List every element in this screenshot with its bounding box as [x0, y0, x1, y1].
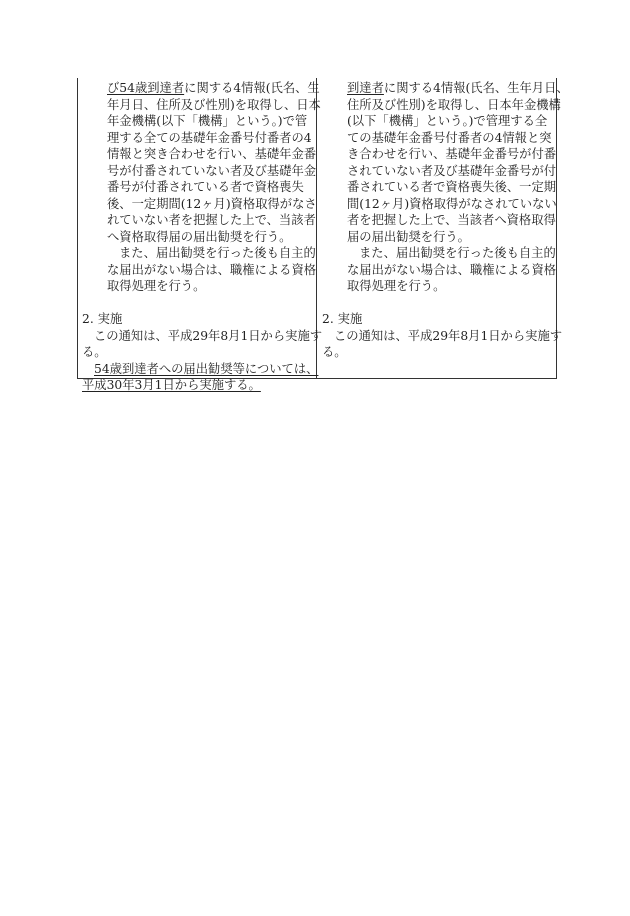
text-line [347, 229, 470, 245]
text-segment: 者を把握した上で、当該者へ資格取得 [347, 213, 556, 227]
text-line [107, 179, 304, 195]
text-line [94, 328, 322, 344]
text-segment: 理する全ての基礎年金番号付番者の4 [107, 130, 312, 145]
text-segment: れていない者を把握した上で、当該者 [107, 213, 316, 227]
text-line [359, 245, 556, 261]
text-segment: 2. 実施 [322, 312, 363, 326]
text-segment: へ資格取得届の届出勧奨を行う。 [107, 229, 292, 244]
text-segment: ての基礎年金番号付番者の4情報と突 [347, 130, 552, 145]
text-segment: 年金機構(以下「機構」という。)で管 [107, 114, 308, 128]
text-line [347, 262, 556, 278]
text-segment: る。 [322, 345, 347, 359]
text-line [119, 245, 316, 261]
text-segment: な届出がない場合は、職権による資格 [107, 262, 317, 277]
text-line [347, 97, 561, 113]
text-line [347, 80, 569, 96]
text-line [347, 212, 556, 228]
underlined-text: 54歳到達者への届出勧奨等については、 [94, 361, 319, 376]
text-line [347, 113, 547, 129]
text-line [107, 212, 316, 228]
text-segment: る。 [82, 345, 107, 359]
text-line [82, 311, 122, 327]
text-segment: 2. 実施 [82, 312, 123, 326]
text-segment: な届出がない場合は、職権による資格 [347, 262, 557, 277]
table-left-border [77, 78, 78, 378]
text-line [322, 344, 347, 360]
text-segment: 間(12ヶ月)資格取得がなされていない [347, 196, 557, 211]
text-line [107, 262, 316, 278]
text-line [107, 113, 307, 129]
text-line [107, 163, 316, 179]
text-segment: き合わせを行い、基礎年金番号が付番 [347, 147, 557, 161]
text-line [82, 377, 261, 393]
text-line [347, 278, 445, 294]
text-segment: 後、一定期間(12ヶ月)資格取得がなさ [107, 196, 317, 211]
text-segment: に関する4情報(氏名、生年月日、 [383, 81, 569, 95]
text-line [347, 163, 556, 179]
text-segment: 住所及び性別)を取得し、日本年金機構 [347, 97, 561, 112]
text-segment: 番号が付番されている者で資格喪失 [107, 180, 304, 194]
text-line [334, 328, 562, 344]
text-line [107, 229, 291, 245]
text-segment: この通知は、平成29年8月1日から実施す [334, 328, 563, 343]
text-line [82, 344, 107, 360]
text-line [107, 278, 205, 294]
text-segment: に関する4情報(氏名、生 [184, 81, 320, 95]
text-line [107, 97, 321, 113]
text-line [322, 311, 362, 327]
text-line [347, 130, 552, 146]
text-segment: されていない者及び基礎年金番号が付 [347, 163, 557, 178]
text-segment: また、届出勧奨を行った後も自主的 [119, 246, 316, 260]
text-line [347, 196, 557, 212]
text-segment: この通知は、平成29年8月1日から実施す [94, 328, 323, 343]
text-line [94, 361, 318, 377]
text-segment: 年月日、住所及び性別)を取得し、日本 [107, 97, 321, 112]
text-line [347, 179, 556, 195]
text-segment: また、届出勧奨を行った後も自主的 [359, 246, 556, 260]
text-line [107, 196, 317, 212]
text-segment: 届の届出勧奨を行う。 [347, 229, 470, 244]
text-segment: 取得処理を行う。 [107, 279, 206, 293]
underlined-text: 平成30年3月1日から実施する。 [82, 378, 261, 392]
underlined-text: 到達者 [347, 81, 384, 95]
text-line [107, 146, 316, 162]
text-segment: 号が付番されていない者及び基礎年金 [107, 163, 317, 178]
text-segment: 取得処理を行う。 [347, 279, 446, 293]
text-line [347, 146, 556, 162]
underlined-text: び54歳到達者 [107, 81, 185, 95]
text-segment: 情報と突き合わせを行い、基礎年金番 [107, 147, 317, 161]
text-line [107, 80, 320, 96]
text-segment: 番されている者で資格喪失後、一定期 [347, 180, 557, 194]
text-line [107, 130, 312, 146]
text-segment: (以下「機構」という。)で管理する全 [347, 114, 548, 128]
